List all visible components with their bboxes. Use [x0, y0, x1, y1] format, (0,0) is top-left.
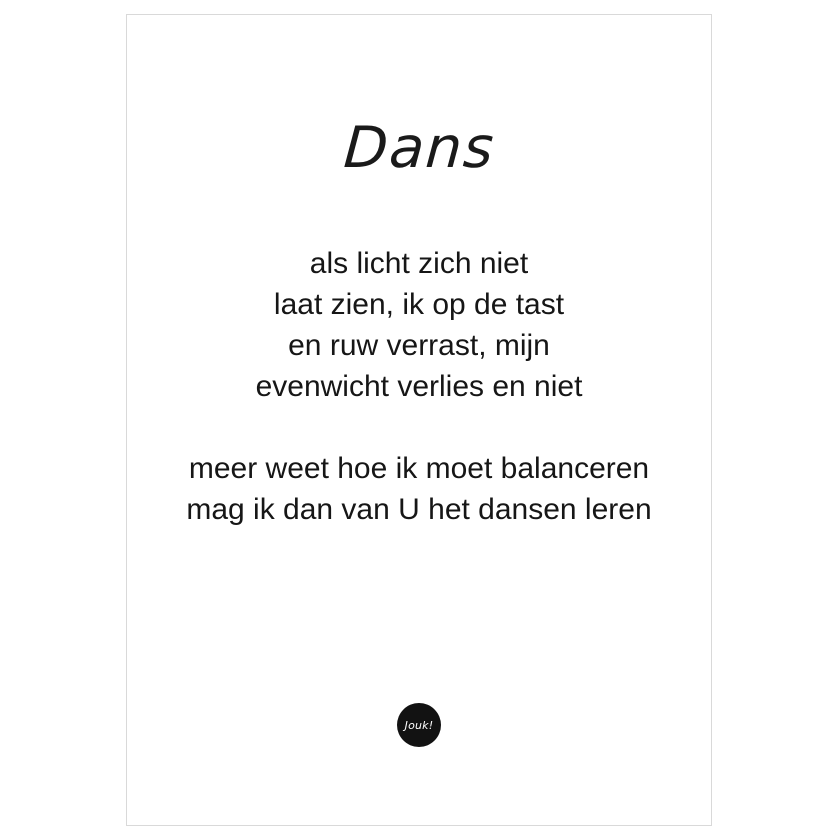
poem-line: als licht zich niet [309, 247, 529, 280]
poem-line: en ruw verrast, mijn [288, 329, 550, 363]
poem-stanza-1 [256, 243, 583, 407]
brand-logo-label: Jouk! [404, 718, 434, 732]
poem-line: evenwicht verlies en niet [255, 370, 583, 404]
poem-card [126, 14, 712, 826]
poem-line: meer weet hoe ik moet balanceren [188, 452, 650, 486]
poem-stanza-2 [186, 448, 651, 530]
poem-line: mag ik dan van U het dansen leren [186, 493, 652, 527]
brand-logo-icon [397, 703, 441, 747]
logo-container [127, 703, 711, 747]
poem-line: laat zien, ik op de tast [273, 288, 565, 322]
page-title: Dans [341, 115, 497, 181]
